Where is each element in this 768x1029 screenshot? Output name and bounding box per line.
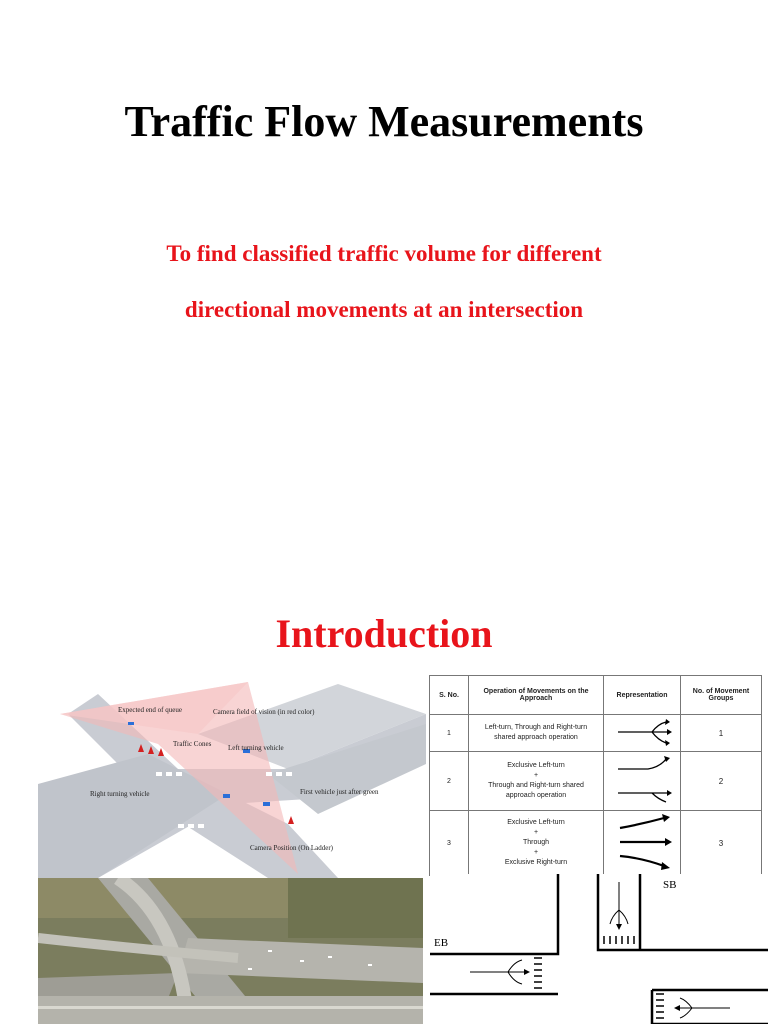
cell-groups: 2 (681, 752, 762, 811)
label-first-vehicle: First vehicle just after green (300, 788, 379, 796)
cell-groups: 1 (681, 715, 762, 752)
cell-operation: Exclusive Left-turn + Through + Exclusive Right-turn (469, 811, 604, 876)
table-row (430, 715, 762, 752)
label-expected-end: Expected end of queue (118, 706, 182, 714)
header-groups: No. of Movement Groups (681, 676, 762, 715)
cell-sno: 3 (430, 811, 469, 876)
lane-approach-diagram (430, 874, 768, 1024)
arrow-exclusive-all-icon (604, 811, 681, 876)
arrow-shared-icon (604, 715, 681, 752)
label-left-turning: Left turning vehicle (228, 744, 284, 752)
header-representation: Representation (604, 676, 681, 715)
header-sno: S. No. (430, 676, 469, 715)
label-sb: SB (663, 879, 677, 891)
cell-operation: Exclusive Left-turn + Through and Right-turn shared approach operation (469, 752, 604, 811)
label-camera-position: Camera Position (On Ladder) (250, 844, 334, 852)
page-title: Traffic Flow Measurements (124, 97, 644, 146)
subtitle-line-2: directional movements at an intersection (184, 297, 584, 322)
cell-sno: 2 (430, 752, 469, 811)
table-row (430, 811, 762, 876)
label-eb: EB (434, 937, 449, 949)
label-camera-field: Camera field of vision (in red color) (213, 708, 315, 716)
cell-groups: 3 (681, 811, 762, 876)
aerial-intersection-photo (38, 878, 423, 1024)
cell-sno: 1 (430, 715, 469, 752)
section-heading: Introduction (275, 611, 493, 656)
movement-groups-table (429, 675, 762, 876)
label-right-turning: Right turning vehicle (90, 790, 150, 798)
header-operation: Operation of Movements on the Approach (469, 676, 604, 715)
label-traffic-cones: Traffic Cones (173, 740, 212, 748)
intersection-3d-diagram (38, 674, 426, 878)
arrow-exclusive-left-icon (604, 752, 681, 811)
cell-operation: Left-turn, Through and Right-turn shared approach operation (469, 715, 604, 752)
table-row (430, 752, 762, 811)
subtitle-line-1: To find classified traffic volume for different (166, 241, 602, 266)
